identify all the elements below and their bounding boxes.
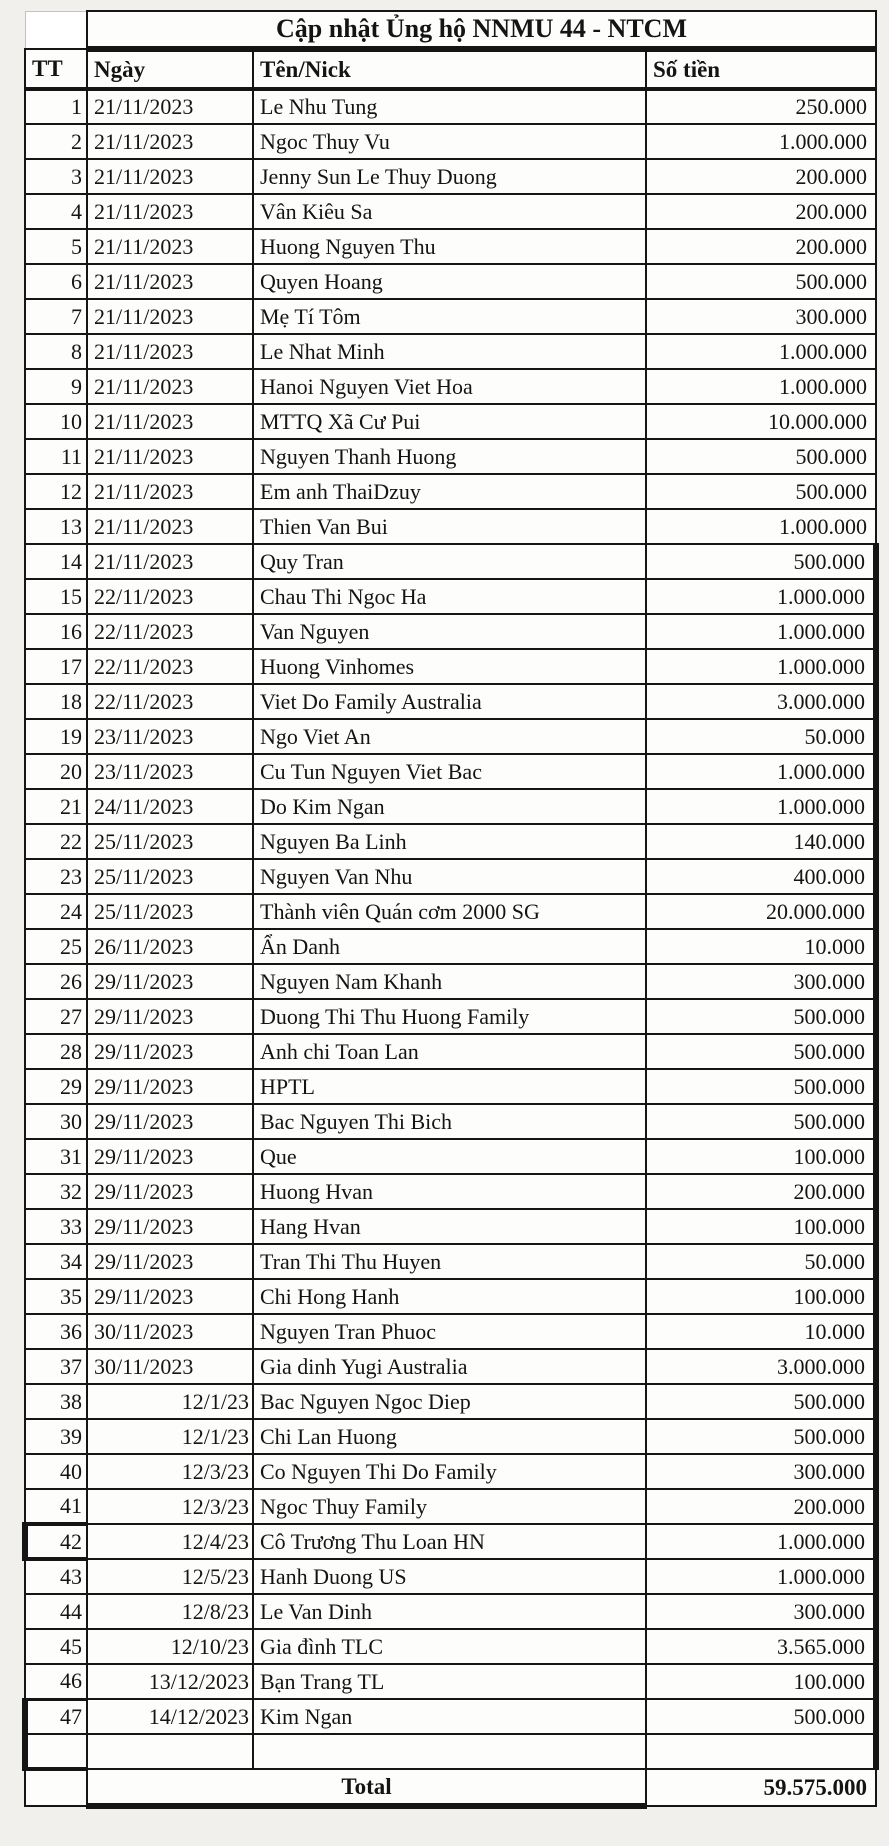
- cell-amount[interactable]: 1.000.000: [646, 1524, 876, 1559]
- header-amount[interactable]: Số tiền: [646, 49, 876, 89]
- cell-tt[interactable]: 24: [25, 894, 87, 929]
- table-row: [25, 404, 876, 439]
- cell-name[interactable]: Viet Do Family Australia: [253, 684, 646, 719]
- cell-tt[interactable]: 8: [25, 334, 87, 369]
- cell-amount[interactable]: 100.000: [646, 1279, 876, 1314]
- cell-name[interactable]: Le Nhat Minh: [253, 334, 646, 369]
- cell-date[interactable]: 29/11/2023: [87, 1279, 253, 1314]
- table-row: [25, 1349, 876, 1384]
- table-row: [25, 754, 876, 789]
- table-row: [25, 929, 876, 964]
- cell-amount[interactable]: 1.000.000: [646, 369, 876, 404]
- cell-amount[interactable]: 500.000: [646, 1104, 876, 1139]
- cell-name[interactable]: Vân Kiêu Sa: [253, 194, 646, 229]
- table-row: [25, 369, 876, 404]
- cell-date[interactable]: 23/11/2023: [87, 719, 253, 754]
- cell-amount[interactable]: 200.000: [646, 1174, 876, 1209]
- table-foot: [25, 1734, 876, 1806]
- cell-date[interactable]: 29/11/2023: [87, 1174, 253, 1209]
- cell-date[interactable]: 21/11/2023: [87, 544, 253, 579]
- cell-name[interactable]: Que: [253, 1139, 646, 1174]
- cell-tt[interactable]: 36: [25, 1314, 87, 1349]
- cell-date[interactable]: 29/11/2023: [87, 1139, 253, 1174]
- table-title[interactable]: Cập nhật Ủng hộ NNMU 44 - NTCM: [87, 11, 876, 49]
- cell-date[interactable]: 25/11/2023: [87, 824, 253, 859]
- cell-name[interactable]: Jenny Sun Le Thuy Duong: [253, 159, 646, 194]
- table-row: [25, 859, 876, 894]
- cell-date[interactable]: 21/11/2023: [87, 124, 253, 159]
- cell-tt[interactable]: 29: [25, 1069, 87, 1104]
- cell-date[interactable]: 14/12/2023: [87, 1699, 253, 1734]
- cell-name[interactable]: Gia dinh Yugi Australia: [253, 1349, 646, 1384]
- cell-name[interactable]: Do Kim Ngan: [253, 789, 646, 824]
- cell-date[interactable]: 29/11/2023: [87, 999, 253, 1034]
- cell-tt[interactable]: 38: [25, 1384, 87, 1419]
- cell-tt[interactable]: 46: [25, 1664, 87, 1699]
- cell-name[interactable]: Huong Vinhomes: [253, 649, 646, 684]
- cell-amount[interactable]: 10.000.000: [646, 404, 876, 439]
- cell-tt[interactable]: 27: [25, 999, 87, 1034]
- cell-date[interactable]: [87, 1734, 253, 1769]
- cell-tt[interactable]: 32: [25, 1174, 87, 1209]
- cell-tt[interactable]: 1: [25, 89, 87, 124]
- cell-amount[interactable]: [646, 1734, 876, 1769]
- total-amount-cell[interactable]: 59.575.000: [646, 1769, 876, 1806]
- cell-amount[interactable]: 400.000: [646, 859, 876, 894]
- cell-date[interactable]: 21/11/2023: [87, 229, 253, 264]
- title-row: [25, 11, 876, 49]
- table-row: [25, 474, 876, 509]
- cell-date[interactable]: 12/4/23: [87, 1524, 253, 1559]
- cell-amount[interactable]: 1.000.000: [646, 579, 876, 614]
- table-head-rows: [25, 11, 876, 89]
- cell-amount[interactable]: 200.000: [646, 1489, 876, 1524]
- cell-date[interactable]: 22/11/2023: [87, 649, 253, 684]
- table-row: [25, 1384, 876, 1419]
- cell-name[interactable]: Nguyen Nam Khanh: [253, 964, 646, 999]
- table-row: [25, 264, 876, 299]
- cell-name[interactable]: Ngo Viet An: [253, 719, 646, 754]
- cell-tt[interactable]: 3: [25, 159, 87, 194]
- cell-tt[interactable]: 13: [25, 509, 87, 544]
- cell-amount[interactable]: 250.000: [646, 89, 876, 124]
- cell-tt[interactable]: 42: [25, 1524, 87, 1559]
- table-row: [25, 1489, 876, 1524]
- cell-name[interactable]: Bac Nguyen Ngoc Diep: [253, 1384, 646, 1419]
- table-row: [25, 194, 876, 229]
- cell-date[interactable]: 29/11/2023: [87, 1069, 253, 1104]
- cell-date[interactable]: 21/11/2023: [87, 159, 253, 194]
- cell-name[interactable]: Bac Nguyen Thi Bich: [253, 1104, 646, 1139]
- cell-tt[interactable]: 18: [25, 684, 87, 719]
- cell-amount[interactable]: 500.000: [646, 1034, 876, 1069]
- cell-date[interactable]: 21/11/2023: [87, 474, 253, 509]
- table-row: [25, 229, 876, 264]
- cell-date[interactable]: 21/11/2023: [87, 264, 253, 299]
- cell-tt[interactable]: 41: [25, 1489, 87, 1524]
- cell-date[interactable]: 29/11/2023: [87, 1034, 253, 1069]
- cell-tt[interactable]: 33: [25, 1209, 87, 1244]
- cell-tt[interactable]: 19: [25, 719, 87, 754]
- cell-amount[interactable]: 50.000: [646, 1244, 876, 1279]
- cell-date[interactable]: 13/12/2023: [87, 1664, 253, 1699]
- cell-amount[interactable]: 300.000: [646, 964, 876, 999]
- donation-table: [22, 10, 879, 1809]
- cell-amount[interactable]: 1.000.000: [646, 754, 876, 789]
- table-row: [25, 1629, 876, 1664]
- cell-name[interactable]: Co Nguyen Thi Do Family: [253, 1454, 646, 1489]
- cell-date[interactable]: 21/11/2023: [87, 334, 253, 369]
- cell-date[interactable]: 21/11/2023: [87, 509, 253, 544]
- cell-amount[interactable]: 200.000: [646, 194, 876, 229]
- cell-tt[interactable]: 10: [25, 404, 87, 439]
- cell-tt[interactable]: 9: [25, 369, 87, 404]
- cell-tt[interactable]: [25, 1734, 87, 1769]
- cell-amount[interactable]: 1.000.000: [646, 649, 876, 684]
- cell-amount[interactable]: 1.000.000: [646, 1559, 876, 1594]
- cell-date[interactable]: 29/11/2023: [87, 964, 253, 999]
- table-row: [25, 1314, 876, 1349]
- cell-tt[interactable]: 15: [25, 579, 87, 614]
- cell-date[interactable]: 29/11/2023: [87, 1104, 253, 1139]
- cell-date[interactable]: 21/11/2023: [87, 369, 253, 404]
- cell-amount[interactable]: 500.000: [646, 264, 876, 299]
- header-date[interactable]: Ngày: [87, 49, 253, 89]
- table-row: [25, 1524, 876, 1559]
- table-row: [25, 89, 876, 124]
- cell-amount[interactable]: 500.000: [646, 474, 876, 509]
- table-row: [25, 684, 876, 719]
- cell-tt[interactable]: 40: [25, 1454, 87, 1489]
- table-row: [25, 579, 876, 614]
- table-row: [25, 789, 876, 824]
- table-body: [25, 89, 876, 1734]
- cell-tt[interactable]: 43: [25, 1559, 87, 1594]
- cell-tt[interactable]: 21: [25, 789, 87, 824]
- table-row: [25, 964, 876, 999]
- cell-amount[interactable]: 1.000.000: [646, 509, 876, 544]
- cell-date[interactable]: 25/11/2023: [87, 894, 253, 929]
- cell-tt[interactable]: 28: [25, 1034, 87, 1069]
- table-row: [25, 1279, 876, 1314]
- header-name[interactable]: Tên/Nick: [253, 49, 646, 89]
- cell-date[interactable]: 12/3/23: [87, 1454, 253, 1489]
- cell-amount[interactable]: 200.000: [646, 159, 876, 194]
- table-row: [25, 824, 876, 859]
- table-row: [25, 1699, 876, 1734]
- cell-name[interactable]: Duong Thi Thu Huong Family: [253, 999, 646, 1034]
- table-row: [25, 894, 876, 929]
- table-row: [25, 334, 876, 369]
- cell-amount[interactable]: 1.000.000: [646, 124, 876, 159]
- table-row: [25, 1034, 876, 1069]
- cell-amount[interactable]: 300.000: [646, 1454, 876, 1489]
- cell-tt[interactable]: 35: [25, 1279, 87, 1314]
- cell-amount[interactable]: 50.000: [646, 719, 876, 754]
- cell-amount[interactable]: 300.000: [646, 1594, 876, 1629]
- cell-amount[interactable]: 500.000: [646, 1419, 876, 1454]
- cell-amount[interactable]: 100.000: [646, 1664, 876, 1699]
- cell-name[interactable]: Ẩn Danh: [253, 929, 646, 964]
- table-row: [25, 1209, 876, 1244]
- cell-date[interactable]: 12/10/23: [87, 1629, 253, 1664]
- table-row: [25, 1664, 876, 1699]
- cell-name[interactable]: Nguyen Van Nhu: [253, 859, 646, 894]
- cell-name[interactable]: Huong Hvan: [253, 1174, 646, 1209]
- table-row: [25, 544, 876, 579]
- cell-tt[interactable]: 30: [25, 1104, 87, 1139]
- cell-tt[interactable]: 34: [25, 1244, 87, 1279]
- cell-amount[interactable]: 1.000.000: [646, 614, 876, 649]
- cell-name[interactable]: Ngoc Thuy Family: [253, 1489, 646, 1524]
- cell-amount[interactable]: 200.000: [646, 229, 876, 264]
- cell-date[interactable]: 29/11/2023: [87, 1209, 253, 1244]
- cell-amount[interactable]: 1.000.000: [646, 789, 876, 824]
- header-row: [25, 49, 876, 89]
- cell-name[interactable]: Thien Van Bui: [253, 509, 646, 544]
- cell-tt[interactable]: 47: [25, 1699, 87, 1734]
- cell-amount[interactable]: 100.000: [646, 1209, 876, 1244]
- cell-name[interactable]: HPTL: [253, 1069, 646, 1104]
- cell-tt[interactable]: 5: [25, 229, 87, 264]
- cell-name[interactable]: Mẹ Tí Tôm: [253, 299, 646, 334]
- table-row: [25, 719, 876, 754]
- cell-amount[interactable]: 3.565.000: [646, 1629, 876, 1664]
- cell-amount[interactable]: 10.000: [646, 1314, 876, 1349]
- cell-name[interactable]: Cô Trương Thu Loan HN: [253, 1524, 646, 1559]
- table-row: [25, 1454, 876, 1489]
- cell-name[interactable]: Hanoi Nguyen Viet Hoa: [253, 369, 646, 404]
- table-row: [25, 649, 876, 684]
- cell-date[interactable]: 21/11/2023: [87, 194, 253, 229]
- cell-date[interactable]: 12/1/23: [87, 1384, 253, 1419]
- table-row: [25, 1104, 876, 1139]
- cell-name[interactable]: Chau Thi Ngoc Ha: [253, 579, 646, 614]
- cell-tt[interactable]: 20: [25, 754, 87, 789]
- cell-name[interactable]: Cu Tun Nguyen Viet Bac: [253, 754, 646, 789]
- table-row: [25, 1559, 876, 1594]
- table-row: [25, 299, 876, 334]
- table-row: [25, 1069, 876, 1104]
- cell-name[interactable]: Nguyen Ba Linh: [253, 824, 646, 859]
- cell-date[interactable]: 21/11/2023: [87, 89, 253, 124]
- total-row: [25, 1769, 876, 1806]
- cell-date[interactable]: 30/11/2023: [87, 1314, 253, 1349]
- cell-amount[interactable]: 500.000: [646, 999, 876, 1034]
- cell-name[interactable]: Ngoc Thuy Vu: [253, 124, 646, 159]
- cell-name[interactable]: Tran Thi Thu Huyen: [253, 1244, 646, 1279]
- cell-date[interactable]: 12/8/23: [87, 1594, 253, 1629]
- cell-name[interactable]: Em anh ThaiDzuy: [253, 474, 646, 509]
- cell-name[interactable]: Chi Hong Hanh: [253, 1279, 646, 1314]
- cell-amount[interactable]: 3.000.000: [646, 1349, 876, 1384]
- cell-name[interactable]: [253, 1734, 646, 1769]
- table-row: [25, 124, 876, 159]
- cell-name[interactable]: Nguyen Tran Phuoc: [253, 1314, 646, 1349]
- cell-name[interactable]: Van Nguyen: [253, 614, 646, 649]
- cell-date[interactable]: 22/11/2023: [87, 579, 253, 614]
- cell-tt[interactable]: 16: [25, 614, 87, 649]
- cell-date[interactable]: 26/11/2023: [87, 929, 253, 964]
- cell-name[interactable]: Chi Lan Huong: [253, 1419, 646, 1454]
- table-row: [25, 1594, 876, 1629]
- cell-date[interactable]: 30/11/2023: [87, 1349, 253, 1384]
- table-row: [25, 1244, 876, 1279]
- cell-tt[interactable]: 31: [25, 1139, 87, 1174]
- cell-tt[interactable]: 25: [25, 929, 87, 964]
- cell-amount[interactable]: 20.000.000: [646, 894, 876, 929]
- cell-tt[interactable]: 23: [25, 859, 87, 894]
- cell-amount[interactable]: 500.000: [646, 1384, 876, 1419]
- cell-amount[interactable]: 500.000: [646, 544, 876, 579]
- cell-tt[interactable]: 6: [25, 264, 87, 299]
- cell-name[interactable]: Kim Ngan: [253, 1699, 646, 1734]
- cell-date[interactable]: 12/5/23: [87, 1559, 253, 1594]
- cell-name[interactable]: Thành viên Quán cơm 2000 SG: [253, 894, 646, 929]
- cell-tt[interactable]: 7: [25, 299, 87, 334]
- cell-amount[interactable]: 500.000: [646, 439, 876, 474]
- cell-tt[interactable]: 44: [25, 1594, 87, 1629]
- cell-date[interactable]: 22/11/2023: [87, 614, 253, 649]
- cell-tt[interactable]: 22: [25, 824, 87, 859]
- cell-date[interactable]: 23/11/2023: [87, 754, 253, 789]
- table-row: [25, 1139, 876, 1174]
- cell-date[interactable]: 21/11/2023: [87, 299, 253, 334]
- cell-tt[interactable]: 12: [25, 474, 87, 509]
- total-label-cell[interactable]: Total: [87, 1769, 646, 1806]
- cell-amount[interactable]: 300.000: [646, 299, 876, 334]
- table-row: [25, 614, 876, 649]
- cell-name[interactable]: MTTQ Xã Cư Pui: [253, 404, 646, 439]
- cell-amount[interactable]: 3.000.000: [646, 684, 876, 719]
- cell-name[interactable]: Huong Nguyen Thu: [253, 229, 646, 264]
- cell-date[interactable]: 25/11/2023: [87, 859, 253, 894]
- cell-name[interactable]: Quyen Hoang: [253, 264, 646, 299]
- cell-tt[interactable]: 45: [25, 1629, 87, 1664]
- cell-amount[interactable]: 10.000: [646, 929, 876, 964]
- header-tt[interactable]: TT: [25, 49, 87, 89]
- cell-amount[interactable]: 500.000: [646, 1069, 876, 1104]
- cell-date[interactable]: 21/11/2023: [87, 404, 253, 439]
- cell-date[interactable]: 12/1/23: [87, 1419, 253, 1454]
- table-row: [25, 1174, 876, 1209]
- cell-name[interactable]: Nguyen Thanh Huong: [253, 439, 646, 474]
- cell-date[interactable]: 24/11/2023: [87, 789, 253, 824]
- table-row: [25, 999, 876, 1034]
- cell-amount[interactable]: 1.000.000: [646, 334, 876, 369]
- cell-date[interactable]: 22/11/2023: [87, 684, 253, 719]
- table-row: [25, 509, 876, 544]
- cell-name[interactable]: Bạn Trang TL: [253, 1664, 646, 1699]
- cell-name[interactable]: Hang Hvan: [253, 1209, 646, 1244]
- cell-tt[interactable]: 11: [25, 439, 87, 474]
- cell-amount[interactable]: 500.000: [646, 1699, 876, 1734]
- corner-cell: [25, 11, 87, 49]
- total-tt-cell[interactable]: [25, 1769, 87, 1806]
- cell-name[interactable]: Anh chi Toan Lan: [253, 1034, 646, 1069]
- cell-tt[interactable]: 2: [25, 124, 87, 159]
- cell-tt[interactable]: 4: [25, 194, 87, 229]
- cell-name[interactable]: Le Nhu Tung: [253, 89, 646, 124]
- cell-date[interactable]: 29/11/2023: [87, 1244, 253, 1279]
- cell-amount[interactable]: 140.000: [646, 824, 876, 859]
- table-row: [25, 159, 876, 194]
- cell-tt[interactable]: 26: [25, 964, 87, 999]
- cell-name[interactable]: Quy Tran: [253, 544, 646, 579]
- cell-tt[interactable]: 17: [25, 649, 87, 684]
- cell-name[interactable]: Le Van Dinh: [253, 1594, 646, 1629]
- cell-tt[interactable]: 37: [25, 1349, 87, 1384]
- cell-name[interactable]: Hanh Duong US: [253, 1559, 646, 1594]
- cell-date[interactable]: 12/3/23: [87, 1489, 253, 1524]
- table-row: [25, 1419, 876, 1454]
- cell-name[interactable]: Gia đình TLC: [253, 1629, 646, 1664]
- cell-tt[interactable]: 14: [25, 544, 87, 579]
- cell-tt[interactable]: 39: [25, 1419, 87, 1454]
- cell-date[interactable]: 21/11/2023: [87, 439, 253, 474]
- cell-amount[interactable]: 100.000: [646, 1139, 876, 1174]
- empty-row: [25, 1734, 876, 1769]
- table-row: [25, 439, 876, 474]
